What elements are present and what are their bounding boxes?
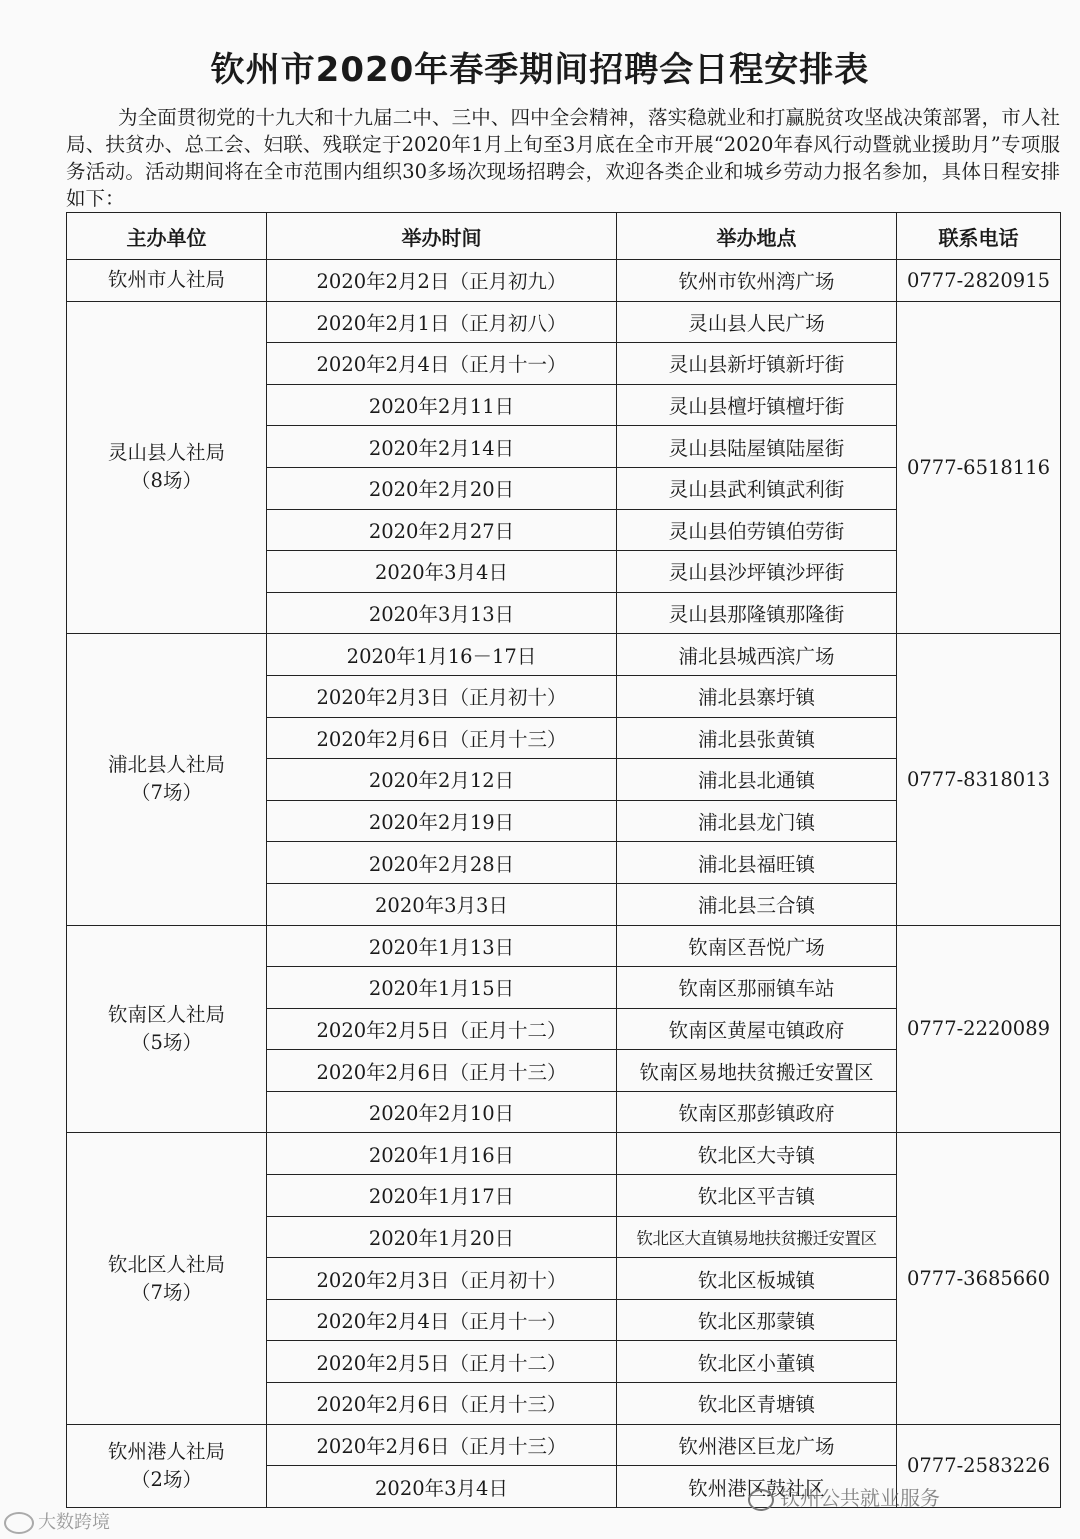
time-cell: 2020年2月11日 — [267, 384, 617, 426]
header-place: 举办地点 — [617, 213, 897, 260]
unit-name: 钦州市人社局 — [107, 268, 225, 292]
time-cell: 2020年2月6日（正月十三） — [267, 1424, 617, 1466]
phone-cell: 0777-2583226 — [897, 1424, 1061, 1507]
time-cell: 2020年1月16日 — [267, 1133, 617, 1175]
place-cell: 浦北县福旺镇 — [617, 842, 897, 884]
place-cell: 浦北县张黄镇 — [617, 717, 897, 759]
time-cell: 2020年1月15日 — [267, 967, 617, 1009]
place-cell: 钦北区大直镇易地扶贫搬迁安置区 — [617, 1216, 897, 1258]
time-cell: 2020年3月4日 — [267, 551, 617, 593]
time-cell: 2020年3月4日 — [267, 1466, 617, 1508]
place-cell: 钦州市钦州湾广场 — [617, 260, 897, 302]
time-cell: 2020年2月12日 — [267, 759, 617, 801]
unit-cell — [67, 1424, 267, 1507]
header-unit: 主办单位 — [67, 213, 267, 260]
watermark-left — [4, 1508, 110, 1534]
place-cell: 钦北区平吉镇 — [617, 1175, 897, 1217]
time-cell: 2020年2月14日 — [267, 426, 617, 468]
unit-session-count: （2场） — [131, 1467, 202, 1491]
table-row — [67, 1424, 1061, 1466]
header-time: 举办时间 — [267, 213, 617, 260]
place-cell: 钦州港区巨龙广场 — [617, 1424, 897, 1466]
phone-cell: 0777-8318013 — [897, 634, 1061, 925]
time-cell: 2020年2月27日 — [267, 509, 617, 551]
time-cell: 2020年3月3日 — [267, 883, 617, 925]
table-row — [67, 634, 1061, 676]
time-cell: 2020年2月4日（正月十一） — [267, 1299, 617, 1341]
table-row — [67, 260, 1061, 302]
place-cell: 浦北县三合镇 — [617, 883, 897, 925]
time-cell: 2020年1月16－17日 — [267, 634, 617, 676]
unit-name: 浦北县人社局 — [107, 753, 225, 777]
wechat-icon — [748, 1489, 774, 1511]
table-row — [67, 925, 1061, 967]
watermark-right-text: 钦州公共就业服务 — [780, 1486, 940, 1510]
place-cell: 浦北县城西滨广场 — [617, 634, 897, 676]
place-cell: 灵山县那隆镇那隆街 — [617, 592, 897, 634]
brand-logo-icon — [4, 1512, 34, 1534]
place-cell: 灵山县檀圩镇檀圩街 — [617, 384, 897, 426]
phone-cell: 0777-3685660 — [897, 1133, 1061, 1424]
time-cell: 2020年2月10日 — [267, 1091, 617, 1133]
schedule-table — [66, 212, 1061, 1508]
unit-session-count: （5场） — [131, 1030, 202, 1054]
place-cell: 浦北县北通镇 — [617, 759, 897, 801]
unit-cell — [67, 1133, 267, 1424]
place-cell: 钦北区板城镇 — [617, 1258, 897, 1300]
place-cell: 钦北区青塘镇 — [617, 1383, 897, 1425]
time-cell: 2020年2月28日 — [267, 842, 617, 884]
unit-name: 钦北区人社局 — [107, 1252, 225, 1276]
time-cell: 2020年2月4日（正月十一） — [267, 343, 617, 385]
place-cell: 灵山县伯劳镇伯劳街 — [617, 509, 897, 551]
time-cell: 2020年2月20日 — [267, 467, 617, 509]
place-cell: 钦北区大寺镇 — [617, 1133, 897, 1175]
place-cell: 钦南区易地扶贫搬迁安置区 — [617, 1050, 897, 1092]
place-cell: 钦北区小董镇 — [617, 1341, 897, 1383]
unit-session-count: （7场） — [131, 781, 202, 805]
time-cell: 2020年3月13日 — [267, 592, 617, 634]
time-cell: 2020年2月6日（正月十三） — [267, 1050, 617, 1092]
unit-name: 钦州港人社局 — [107, 1439, 225, 1463]
unit-session-count: （8场） — [131, 469, 202, 493]
unit-name: 钦南区人社局 — [107, 1002, 225, 1026]
phone-cell: 0777-6518116 — [897, 301, 1061, 634]
unit-cell — [67, 301, 267, 634]
place-cell: 钦南区吾悦广场 — [617, 925, 897, 967]
time-cell: 2020年2月6日（正月十三） — [267, 717, 617, 759]
place-cell: 浦北县龙门镇 — [617, 800, 897, 842]
phone-cell: 0777-2820915 — [897, 260, 1061, 302]
table-row — [67, 301, 1061, 343]
table-header-row — [67, 213, 1061, 260]
place-cell: 钦南区黄屋屯镇政府 — [617, 1008, 897, 1050]
watermark-right — [748, 1482, 940, 1511]
table-row — [67, 1133, 1061, 1175]
unit-session-count: （7场） — [131, 1280, 202, 1304]
place-cell: 钦州港区鼓社区 — [617, 1466, 897, 1508]
place-cell: 钦南区那丽镇车站 — [617, 967, 897, 1009]
place-cell: 灵山县陆屋镇陆屋街 — [617, 426, 897, 468]
time-cell: 2020年2月1日（正月初八） — [267, 301, 617, 343]
time-cell: 2020年1月20日 — [267, 1216, 617, 1258]
place-cell: 浦北县寨圩镇 — [617, 675, 897, 717]
page-title: 钦州市2020年春季期间招聘会日程安排表 — [210, 50, 870, 90]
place-cell: 灵山县人民广场 — [617, 301, 897, 343]
place-cell: 灵山县新圩镇新圩街 — [617, 343, 897, 385]
time-cell: 2020年2月5日（正月十二） — [267, 1008, 617, 1050]
time-cell: 2020年1月13日 — [267, 925, 617, 967]
place-cell: 钦北区那蒙镇 — [617, 1299, 897, 1341]
time-cell: 2020年2月3日（正月初十） — [267, 1258, 617, 1300]
unit-name: 灵山县人社局 — [107, 441, 225, 465]
time-cell: 2020年2月19日 — [267, 800, 617, 842]
watermark-left-text: 大数跨境 — [38, 1512, 110, 1533]
time-cell: 2020年1月17日 — [267, 1175, 617, 1217]
header-phone: 联系电话 — [897, 213, 1061, 260]
phone-cell: 0777-2220089 — [897, 925, 1061, 1133]
time-cell: 2020年2月2日（正月初九） — [267, 260, 617, 302]
unit-cell — [67, 925, 267, 1133]
place-cell: 灵山县武利镇武利街 — [617, 467, 897, 509]
place-cell: 钦南区那彭镇政府 — [617, 1091, 897, 1133]
place-cell: 灵山县沙坪镇沙坪街 — [617, 551, 897, 593]
unit-cell — [67, 260, 267, 302]
time-cell: 2020年2月6日（正月十三） — [267, 1383, 617, 1425]
time-cell: 2020年2月5日（正月十二） — [267, 1341, 617, 1383]
intro-paragraph: 为全面贯彻党的十九大和十九届二中、三中、四中全会精神，落实稳就业和打赢脱贫攻坚战决策部署，市人社局、扶贫办、总工会、妇联、残联定于2020年1月上旬至3月底在全市开展“2020年春风行动暨就业援助月”专项服务活动。活动期间将在全市范围内组织30多场次现场招聘会，欢迎各类企业和城乡劳动力报名参加，具体日程安排如下： — [66, 106, 1060, 210]
schedule-body — [67, 260, 1061, 1508]
unit-cell — [67, 634, 267, 925]
time-cell: 2020年2月3日（正月初十） — [267, 675, 617, 717]
